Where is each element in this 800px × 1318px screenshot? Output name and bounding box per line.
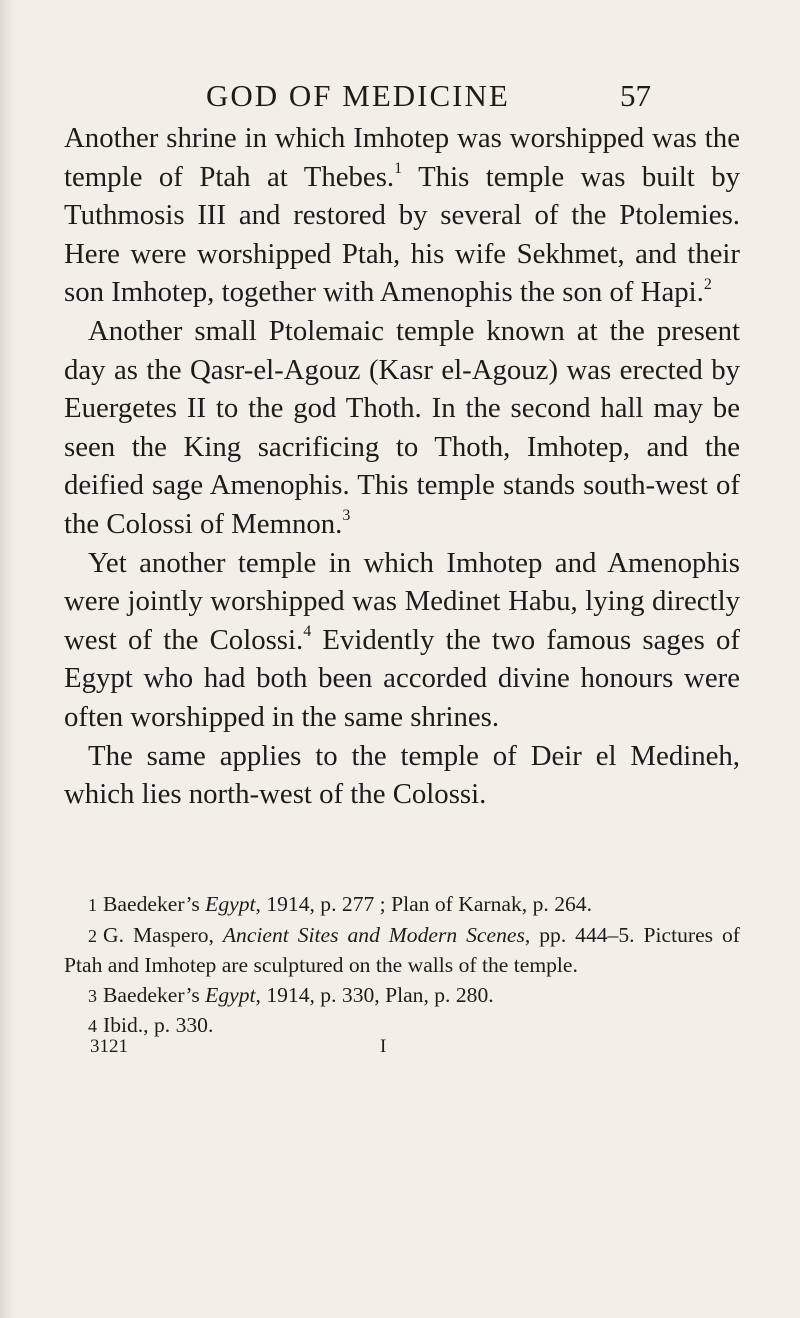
footnote-2-number: 2	[88, 925, 97, 946]
gutter-shadow	[0, 0, 14, 1318]
footnote-4-text: Ibid., p. 330.	[103, 1013, 214, 1038]
footnote-3-title: Egypt	[205, 982, 256, 1007]
paragraph-3-text-a: Yet another temple in which Imhotep and Amenophis were jointly worshipped was Medinet Habu, lying directly west of the Colossi.	[64, 546, 740, 656]
footnote-3-number: 3	[88, 985, 97, 1006]
paragraph-2-text: Another small Ptolemaic temple known at the present day as the Qasr-el-Agouz (Kasr el-Agouz) was erected by Euergetes II to the god Thoth. In the second hall may be seen the King sacrificing to Thoth, Imhotep, and the deified sage Amenophis. This temple stands south-west of the Colossi of Memnon.	[64, 314, 740, 540]
running-head: GOD OF MEDICINE	[206, 78, 510, 113]
footnote-3	[64, 981, 740, 1012]
footnote-3-text-a: Baedeker’s	[103, 982, 206, 1007]
footnote-1-text-a: Baedeker’s	[103, 892, 206, 916]
footnote-2	[64, 921, 740, 981]
signature-mark: 3121	[90, 1036, 128, 1057]
footnote-ref-3: 3	[342, 507, 351, 525]
footnote-ref-1: 1	[394, 160, 403, 177]
footnote-4-number: 4	[88, 1016, 97, 1037]
paragraph-1-text-a: Another shrine in which Imhotep was worshipped was the temple of Ptah at Thebes.	[64, 122, 740, 193]
paragraph-4: The same applies to the temple of Deir el Medineh, which lies north-west of the Colossi.	[64, 739, 740, 811]
footnote-1-number: 1	[88, 895, 97, 915]
paragraph-1-text-b: This temple was built by Tuthmosis III and restored by several of the Ptolemies. Here were worshipped Ptah, his wife Sekhmet, and their son Imhotep, together with Amenophis the son of Hapi.	[64, 160, 740, 309]
signature-letter: I	[380, 1036, 387, 1057]
footnote-2-title: Ancient Sites and Modern Scenes	[222, 922, 525, 947]
paragraph-2	[64, 312, 740, 544]
footnote-1-title: Egypt	[205, 892, 256, 916]
page-footer	[64, 1032, 664, 1062]
body-text	[64, 119, 740, 814]
page-number: 57	[620, 78, 651, 113]
footnote-3-text-b: , 1914, p. 330, Plan, p. 280.	[255, 982, 494, 1007]
footnote-2-text-b: , pp. 444–5. Pictures of Ptah and Imhotep are sculptured on the walls of the temple.	[64, 922, 740, 978]
paragraph-3-text-b: Evidently the two famous sages of Egypt who had both been accorded divine honours were often worshipped in the same shrines.	[64, 623, 740, 733]
footnote-2-text-a: G. Maspero,	[103, 922, 223, 947]
footnote-1-text-b: , 1914, p. 277 ; Plan of Karnak, p. 264.	[255, 892, 592, 916]
page-header	[0, 76, 800, 116]
footnote-ref-4: 4	[303, 623, 312, 641]
footnote-ref-2: 2	[703, 275, 712, 293]
paragraph-3	[64, 544, 740, 737]
paragraph-1	[64, 119, 740, 312]
footnotes	[64, 890, 740, 1042]
footnote-1	[64, 890, 740, 921]
